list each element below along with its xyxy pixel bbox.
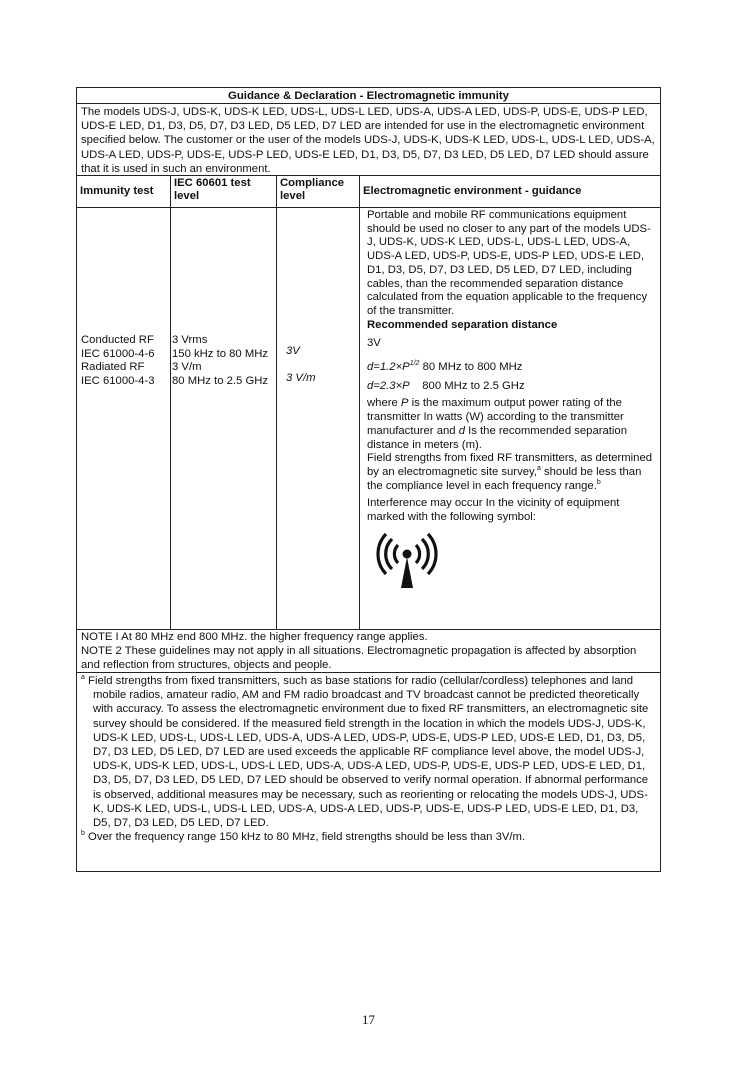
compliance-line: 3 V/m bbox=[286, 371, 316, 384]
field-strength-paragraph bbox=[367, 452, 657, 493]
guidance-paragraph: Portable and mobile RF communications equipment should be used no closer to any part of the models UDS-J, UDS-K, UDS-K LED, UDS-L, UDS-L LED, UDS-A, UDS-A LED, UDS-P, UDS-E, UDS-P LED, UDS-E LED, D1, D3, D5, D7, D3 LED, D5 LED, D7 LED, including cables, than the recommended separation distance calculated from the equation applicable to the frequency of the transmitter. bbox=[367, 209, 651, 317]
header-cell-immunity-test bbox=[77, 176, 171, 207]
formula-1-exponent: 1/2 bbox=[409, 360, 420, 368]
field-text: Field strengths from fixed RF transmitters, as determined by an electromagnetic site survey, bbox=[367, 452, 653, 478]
non-ionizing-radiation-icon bbox=[371, 531, 443, 589]
iec-level-line: 150 kHz to 80 MHz bbox=[172, 347, 269, 360]
data-row bbox=[77, 208, 660, 630]
where-text: is the maximum output power rating of the transmitter In watts (W) according to the transmitter manufacturer and bbox=[367, 397, 624, 437]
formula-1: d=1.2×P bbox=[367, 361, 410, 374]
table-title: Guidance & Declaration - Electromagnetic immunity bbox=[77, 88, 660, 104]
header-row bbox=[77, 176, 660, 208]
where-p: P bbox=[400, 397, 409, 410]
formula-line-1 bbox=[367, 361, 657, 375]
header-immunity-test: Immunity test bbox=[80, 185, 154, 198]
compliance-cell bbox=[277, 208, 360, 629]
iec-level-cell bbox=[171, 208, 277, 629]
note-2: NOTE 2 These guidelines may not apply in all situations. Electromagnetic propagation is affected by absorption and reflection from structures, objects and people. bbox=[81, 645, 637, 671]
field-text: should be less than the compliance level in each frequency range. bbox=[367, 465, 642, 492]
header-cell-environment bbox=[360, 176, 660, 207]
intro-paragraph: The models UDS-J, UDS-K, UDS-K LED, UDS-L, UDS-L LED, UDS-A, UDS-A LED, UDS-P, UDS-E, UDS-P LED, UDS-E LED, D1, D3, D5, D7, D3 LED, D5 LED, D7 LED are intended for use in the electromagnetic environment specified below. The customer or the user of the models UDS-J, UDS-K, UDS-K LED, UDS-L, UDS-L LED, UDS-A, UDS-A LED, UDS-P, UDS-E, UDS-P LED, UDS-E LED, D1, D3, D5, D7, D3 LED, D5 LED, D7 LED should assure that it is used in such an environment. bbox=[77, 104, 660, 176]
footnote-ref-b: b bbox=[596, 478, 601, 486]
footnote-b-mark: b bbox=[81, 830, 85, 838]
where-text: Is the recommended separation distance in meters (m). bbox=[367, 424, 627, 451]
immunity-test-line: Conducted RF bbox=[81, 334, 154, 346]
footnotes-row bbox=[77, 673, 660, 871]
guidance-cell bbox=[360, 208, 660, 629]
formula-2-range: 800 MHz to 2.5 GHz bbox=[409, 379, 525, 392]
footnote-b bbox=[81, 830, 656, 844]
interference-paragraph: Interference may occur In the vicinity of equipment marked with the following symbol: bbox=[367, 497, 620, 524]
formula-1-range: 80 MHz to 800 MHz bbox=[419, 361, 523, 374]
immunity-test-line: IEC 61000-4-6 bbox=[81, 347, 155, 360]
header-environment: Electromagnetic environment - guidance bbox=[363, 185, 582, 198]
immunity-table bbox=[76, 87, 661, 872]
where-d: d bbox=[458, 424, 465, 437]
formula-line-2 bbox=[367, 380, 657, 394]
conducted-value: 3V bbox=[367, 337, 381, 350]
where-text: where bbox=[367, 397, 401, 410]
formula-2: d=2.3×P bbox=[367, 379, 410, 392]
iec-level-line: 3 V/m bbox=[172, 361, 202, 374]
footnote-a-text: Field strengths from fixed transmitters, such as base stations for radio (cellular/cordless) telephones and land mobile radios, amateur radio, AM and FM radio broadcast and TV broadcast cannot be predicted theoretically with accuracy. To assess the electromagnetic environment due to fixed RF transmitters, an electromagnetic site survey should be considered. If the measured field strength in the location in which the models UDS-J, UDS-K, UDS-K LED, UDS-L, UDS-L LED, UDS-A, UDS-A LED, UDS-P, UDS-E, UDS-P LED, UDS-E LED, D1, D3, D5, D7, D3 LED, D5 LED, D7 LED are used exceeds the applicable RF compliance level above, the model UDS-J, UDS-K, UDS-K LED, UDS-L, UDS-L LED, UDS-A, UDS-A LED, UDS-P, UDS-E, UDS-P LED, UDS-E LED, D1, D3, D5, D7, D3 LED, D5 LED, D7 LED should be observed to verify normal operation. If abnormal performance is observed, additional measures may be necessary, such as reorienting or relocating the models UDS-J, UDS-K, UDS-K LED, UDS-L, UDS-L LED, UDS-A, UDS-A LED, UDS-P, UDS-E, UDS-P LED, UDS-E LED, D1, D3, D5, D7, D3 LED, D5 LED, D7 LED. bbox=[84, 675, 649, 830]
recommended-distance-label: Recommended separation distance bbox=[367, 318, 558, 331]
immunity-test-cell bbox=[77, 208, 171, 629]
footnote-b-text: Over the frequency range 150 kHz to 80 MHz, field strengths should be less than 3V/m. bbox=[84, 831, 526, 844]
compliance-line: 3V bbox=[286, 345, 300, 357]
footnote-a-mark: a bbox=[81, 674, 85, 682]
note-1: NOTE I At 80 MHz end 800 MHz. the higher frequency range applies. bbox=[81, 631, 428, 643]
immunity-test-line: IEC 61000-4-3 bbox=[81, 375, 155, 388]
iec-level-line: 80 MHz to 2.5 GHz bbox=[172, 375, 269, 388]
footnote-a bbox=[81, 674, 656, 830]
where-paragraph bbox=[367, 397, 657, 452]
page-number: 17 bbox=[362, 1012, 375, 1027]
notes-row bbox=[77, 630, 660, 673]
immunity-test-line: Radiated RF bbox=[81, 361, 145, 374]
header-iec-level: IEC 60601 test level bbox=[171, 176, 277, 207]
iec-level-line: 3 Vrms bbox=[172, 334, 208, 346]
header-compliance-level: Compliance level bbox=[277, 176, 360, 207]
footnote-ref-a: a bbox=[536, 465, 541, 473]
